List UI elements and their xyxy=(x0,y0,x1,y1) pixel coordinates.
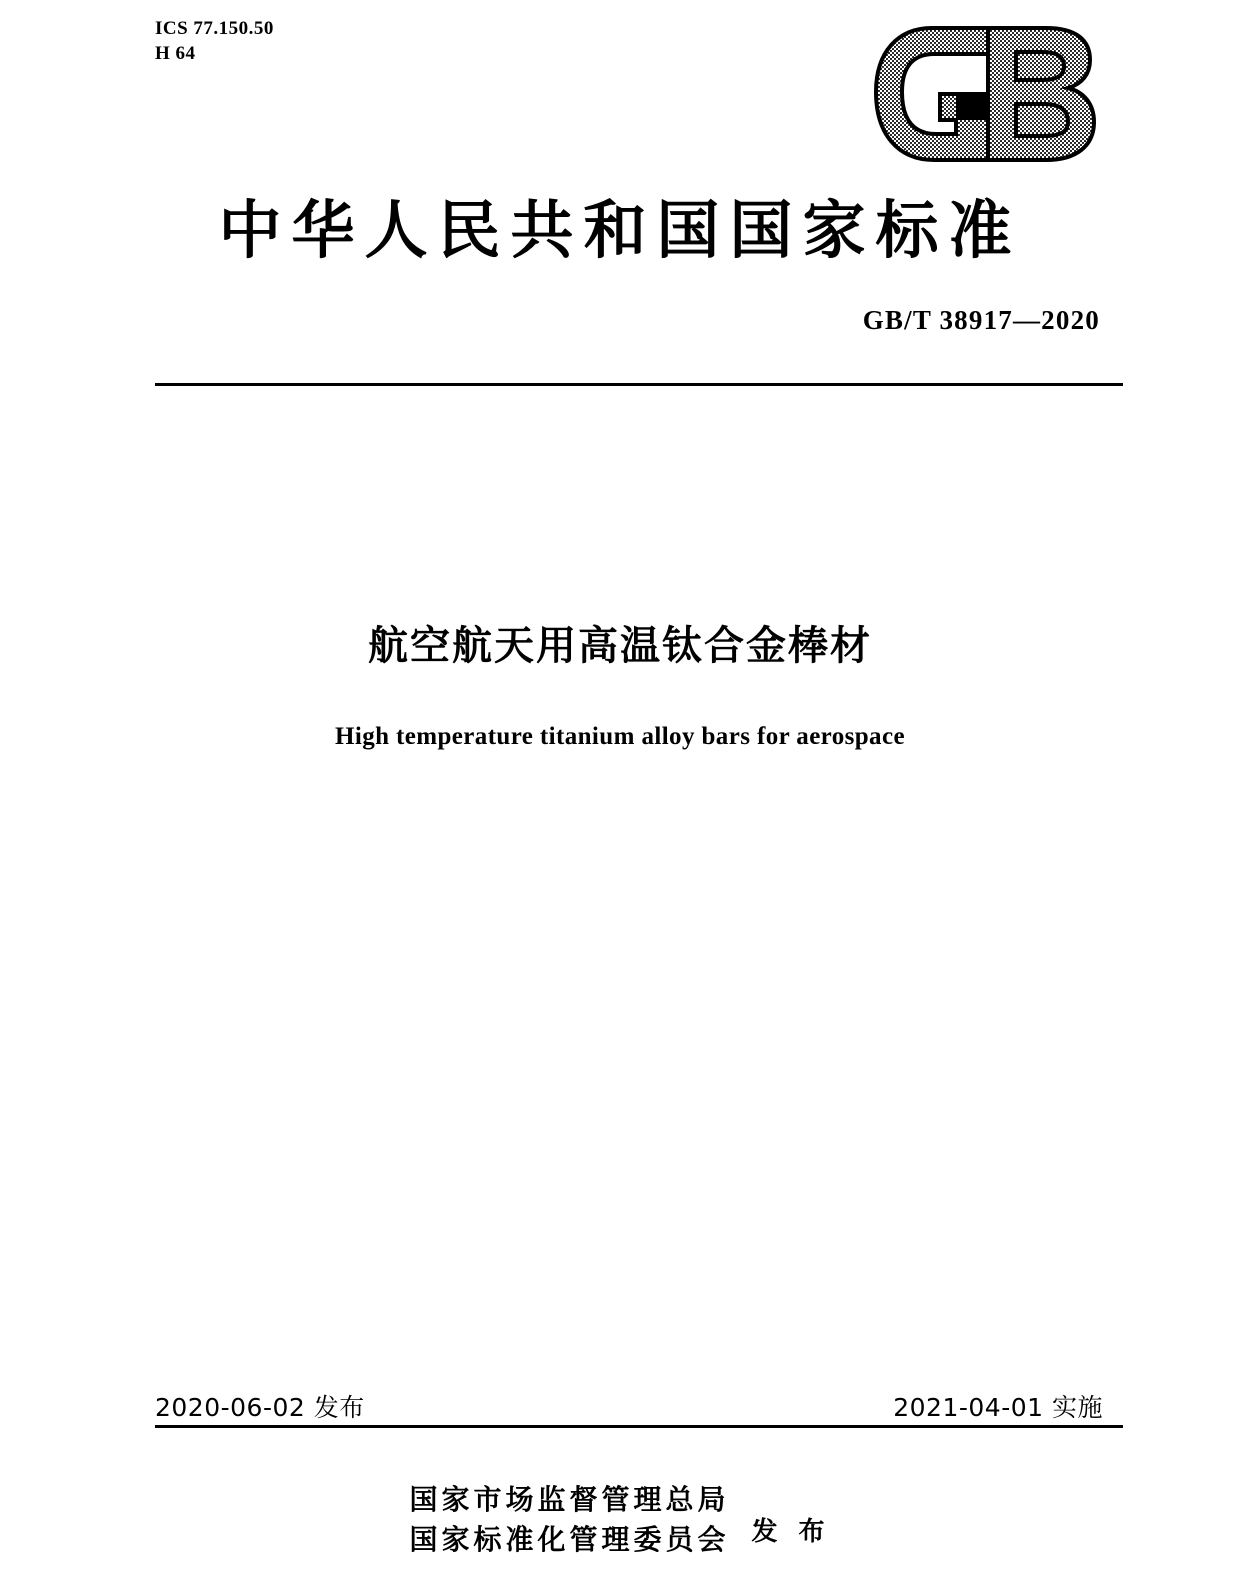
subject-title-chinese: 航空航天用高温钛合金棒材 xyxy=(368,623,872,669)
classification-code: H 64 xyxy=(155,43,196,64)
issue-date: 2020-06-02 发布 xyxy=(155,1393,365,1422)
ics-code: ICS 77.150.50 xyxy=(155,18,274,39)
publisher-name-1: 国家市场监督管理总局 xyxy=(409,1483,730,1516)
page-title: 中华人民共和国国家标准 xyxy=(218,193,1022,267)
publisher-name-2: 国家标准化管理委员会 xyxy=(409,1523,730,1556)
ics-classification-block xyxy=(155,16,274,66)
implementation-date: 2021-04-01 实施 xyxy=(893,1393,1103,1422)
gb-emblem-icon xyxy=(870,22,1100,172)
publish-verb: 发 布 xyxy=(751,1516,831,1547)
subject-title-english: High temperature titanium alloy bars for aerospace xyxy=(335,723,905,750)
publisher-names xyxy=(409,1480,729,1560)
divider-top xyxy=(155,383,1123,386)
standard-number: GB/T 38917—2020 xyxy=(862,305,1100,335)
divider-bottom xyxy=(155,1425,1123,1428)
publisher-block xyxy=(0,1480,1240,1560)
